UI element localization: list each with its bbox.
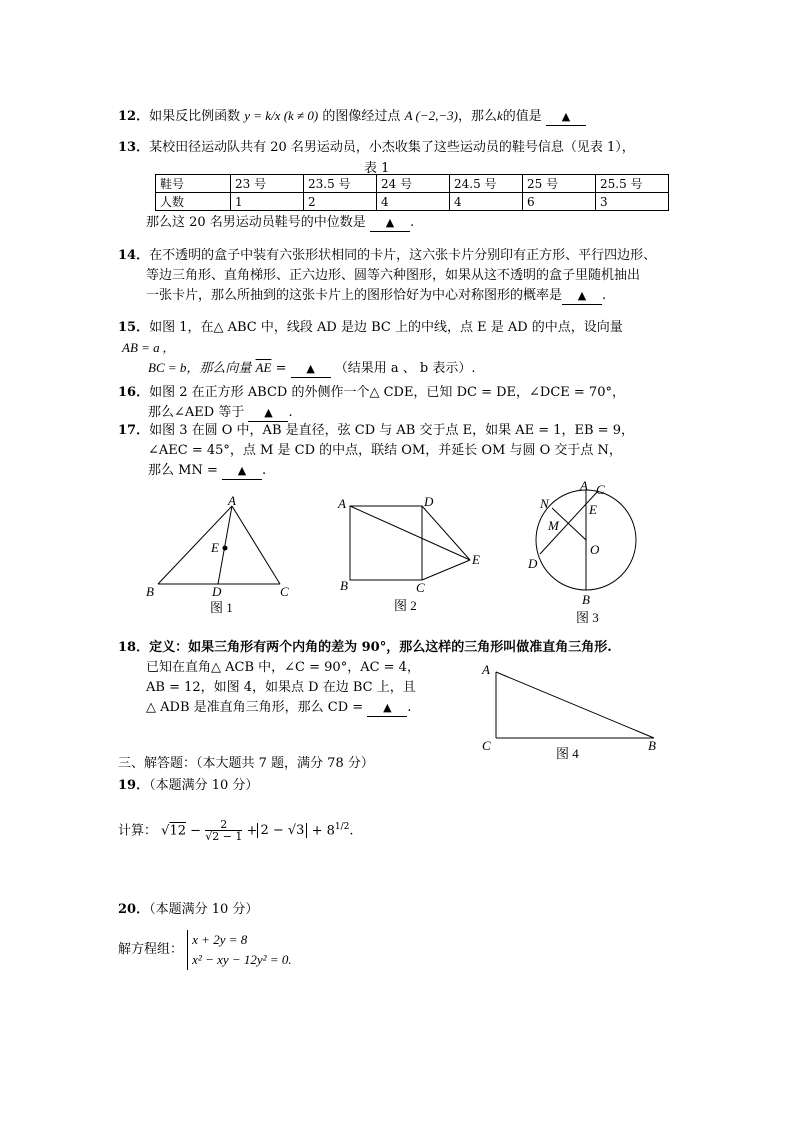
q16-line2: 那么∠AED 等于 [148, 405, 245, 420]
q13-tail-text: 那么这 20 名男运动员鞋号的中位数是 [146, 215, 366, 230]
label-b: B [340, 578, 348, 593]
q18-line2: AB = 12，如图 4，如果点 D 在边 BC 上，且 [146, 680, 416, 695]
side-ab [496, 672, 654, 738]
label-b: B [582, 592, 590, 607]
side-ac [232, 506, 280, 584]
answer-blank: ▲ [562, 288, 602, 305]
label-o: O [590, 542, 600, 557]
plus-sign: + [246, 823, 258, 839]
q15-line3c: （结果用 a 、 b 表示）. [334, 361, 476, 376]
table-row [156, 193, 669, 211]
answer-blank: ▲ [291, 361, 331, 378]
absolute-value: 2 − √3 [257, 823, 307, 838]
table-cell: 3 [596, 193, 669, 211]
fraction-denominator: √2 − 1 [205, 830, 243, 844]
table-cell: 24.5 号 [450, 175, 523, 193]
median-ad [218, 506, 232, 584]
sqrt-12: 12 [169, 823, 186, 839]
table-row [156, 175, 669, 193]
q20-score: （本题满分 10 分） [149, 902, 259, 917]
q13-tail: 那么这 20 名男运动员鞋号的中位数是 ▲ . [146, 215, 415, 230]
q12-var: k [497, 108, 503, 123]
q18-definition: 定义：如果三角形有两个内角的差为 90°，那么这样的三角形叫做准直角三角形. [149, 640, 612, 655]
q12-pre: 如果反比例函数 [149, 109, 241, 124]
q20-label: 解方程组： [118, 942, 184, 957]
table-cell: 人数 [156, 193, 231, 211]
shoe-table [155, 174, 669, 211]
label-a: A [228, 493, 236, 508]
minus-sign: − [190, 823, 202, 839]
q12 [118, 106, 678, 127]
table-cell: 23.5 号 [304, 175, 377, 193]
label-d: D [528, 556, 538, 571]
table-title: 表 1 [364, 161, 390, 176]
equation-2: x² − xy − 12y² = 0. [192, 952, 292, 967]
point-e [223, 546, 228, 551]
power-base: + 8 [311, 823, 335, 839]
q17-line2: ∠AEC = 45°，点 M 是 CD 的中点，联结 OM，并延长 OM 与圆 O 交于点 N， [148, 443, 622, 458]
answer-blank: ▲ [546, 109, 586, 126]
segment-ae [350, 506, 470, 560]
q16: 16．如图 2 在正方形 ABCD 的外侧作一个△ CDE，已知 DC = DE，∠DCE = 70°， 那么∠AED 等于 ▲ . [118, 385, 625, 420]
q12-post: ，那么 [457, 109, 497, 124]
q19-period: . [349, 823, 354, 839]
label-c: C [416, 580, 425, 595]
table-cell: 4 [377, 193, 450, 211]
table-cell: 6 [523, 193, 596, 211]
q14-line2: 等边三角形、直角梯形、正六边形、圆等六种图形，如果从这不透明的盒子里随机抽出 [146, 268, 641, 283]
label-e: E [211, 540, 219, 555]
q14-line3: 一张卡片，那么所抽到的这张卡片上的图形恰好为中心对称图形的概率是 [146, 288, 563, 303]
label-b: B [146, 584, 154, 599]
q14-line1: 在不透明的盒子中装有六张形状相同的卡片，这六张卡片分别印有正方形、平行四边形、 [149, 248, 657, 263]
table-cell: 4 [450, 193, 523, 211]
q15-vector-ae: $\overline{AE}$ [255, 360, 272, 375]
q15-line3a: BC = b，那么向量 [148, 360, 252, 375]
label-n: N [540, 496, 549, 511]
label-c: C [280, 584, 289, 599]
label-c: C [596, 482, 605, 497]
figure-caption: 图 2 [394, 598, 417, 613]
label-a: A [580, 478, 588, 493]
q19-label: 计算： [118, 823, 158, 839]
side-de [422, 506, 470, 560]
q17-number: 17． [118, 423, 150, 438]
figure-1 [140, 492, 300, 622]
answer-blank: ▲ [370, 215, 410, 232]
answer-blank: ▲ [248, 405, 288, 422]
q15-line2: AB = a , [122, 340, 167, 355]
table-cell: 24 号 [377, 175, 450, 193]
q19-score: （本题满分 10 分） [149, 778, 259, 793]
q15-line1: 如图 1，在△ ABC 中，线段 AD 是边 BC 上的中线，点 E 是 AD 的中点，设向量 [149, 320, 623, 335]
side-ce [422, 560, 470, 580]
figure-3 [522, 478, 652, 628]
label-a: A [482, 662, 490, 677]
table-cell: 1 [231, 193, 304, 211]
equation-system [187, 930, 291, 970]
q12-point: A (−2,−3) [404, 108, 458, 123]
q19-header [118, 776, 678, 796]
q17-line3: 那么 MN = [148, 463, 218, 478]
q12-number: 12． [118, 109, 150, 124]
q20-header [118, 900, 678, 920]
table-cell: 23 号 [231, 175, 304, 193]
q13-text: 某校田径运动队共有 20 名男运动员，小杰收集了这些运动员的鞋号信息（见表 1）， [149, 140, 635, 155]
q19-number: 19． [118, 778, 150, 793]
q18-line3: △ ADB 是准直角三角形，那么 CD = [146, 700, 364, 715]
exponent: 1/2 [334, 822, 350, 832]
figure-2 [332, 492, 492, 622]
figure-caption: 图 3 [576, 610, 599, 625]
q20-number: 20． [118, 902, 150, 917]
q12-post2: 的值是 [502, 109, 542, 124]
label-b: B [648, 738, 656, 753]
table-cell: 2 [304, 193, 377, 211]
q16-number: 16． [118, 385, 150, 400]
label-c: C [482, 738, 491, 753]
label-e: E [472, 552, 480, 567]
q19-expression: 计算： √12 − $\frac{2}{√2 - 1}$ + $2 - √3 + 8^{1/2}$. [118, 818, 354, 844]
q14: 14．在不透明的盒子中装有六张形状相同的卡片，这六张卡片分别印有正方形、平行四边形、 等边三角形、直角梯形、正六边形、圆等六种图形，如果从这不透明的盒子里随机抽出 一张卡片，那么所抽到的这张卡片上的图形恰好为中心对称图形的概率是 ▲ . [118, 246, 678, 306]
q16-line1: 如图 2 在正方形 ABCD 的外侧作一个△ CDE，已知 DC = DE，∠DCE = 70°， [149, 385, 625, 400]
section-3-title: 三、解答题：（本大题共 7 题，满分 78 分） [118, 756, 374, 771]
q14-number: 14． [118, 248, 150, 263]
figure-caption: 图 1 [210, 600, 233, 615]
label-d: D [424, 494, 434, 509]
fraction-numerator: 2 [205, 819, 242, 831]
q15-number: 15． [118, 320, 150, 335]
q15 [118, 318, 678, 379]
q18-line1: 已知在直角△ ACB 中，∠C = 90°，AC = 4， [146, 660, 420, 675]
table-cell: 25 号 [523, 175, 596, 193]
q18: 18．定义：如果三角形有两个内角的差为 90°，那么这样的三角形叫做准直角三角形. 已知在直角△ ACB 中，∠C = 90°，AC = 4， AB = 12，如图 4，如果点 D 在边 BC 上，且 △ ADB 是准直角三角形，那么 CD = ▲ . [118, 638, 678, 718]
fraction [205, 819, 242, 842]
equation-1: x + 2y = 8 [192, 932, 248, 947]
answer-blank: ▲ [222, 463, 262, 480]
q12-mid: 的图像经过点 [322, 109, 401, 124]
figure-4 [476, 660, 666, 764]
table-cell: 25.5 号 [596, 175, 669, 193]
q13-number: 13． [118, 140, 150, 155]
figure-caption: 图 4 [556, 746, 579, 761]
table-cell: 鞋号 [156, 175, 231, 193]
square-abcd [350, 506, 422, 580]
q13 [118, 138, 678, 158]
side-ab [158, 506, 232, 584]
q15-eq: = [275, 361, 287, 376]
q12-function: y = k/x (k ≠ 0) [244, 108, 319, 123]
answer-blank: ▲ [367, 700, 407, 717]
q20-system [118, 930, 678, 970]
label-e: E [589, 502, 597, 517]
q17-line1: 如图 3 在圆 O 中，AB 是直径，弦 CD 与 AB 交于点 E，如果 AE = 1，EB = 9， [149, 423, 634, 438]
q18-number: 18． [118, 640, 150, 655]
label-d: D [212, 584, 222, 599]
label-m: M [548, 518, 559, 533]
label-a: A [338, 496, 346, 511]
q17: 17．如图 3 在圆 O 中，AB 是直径，弦 CD 与 AB 交于点 E，如果 AE = 1，EB = 9， ∠AEC = 45°，点 M 是 CD 的中点，联结 OM，并延长 OM 与圆 O 交于点 N， 那么 MN = ▲ . [118, 421, 678, 481]
